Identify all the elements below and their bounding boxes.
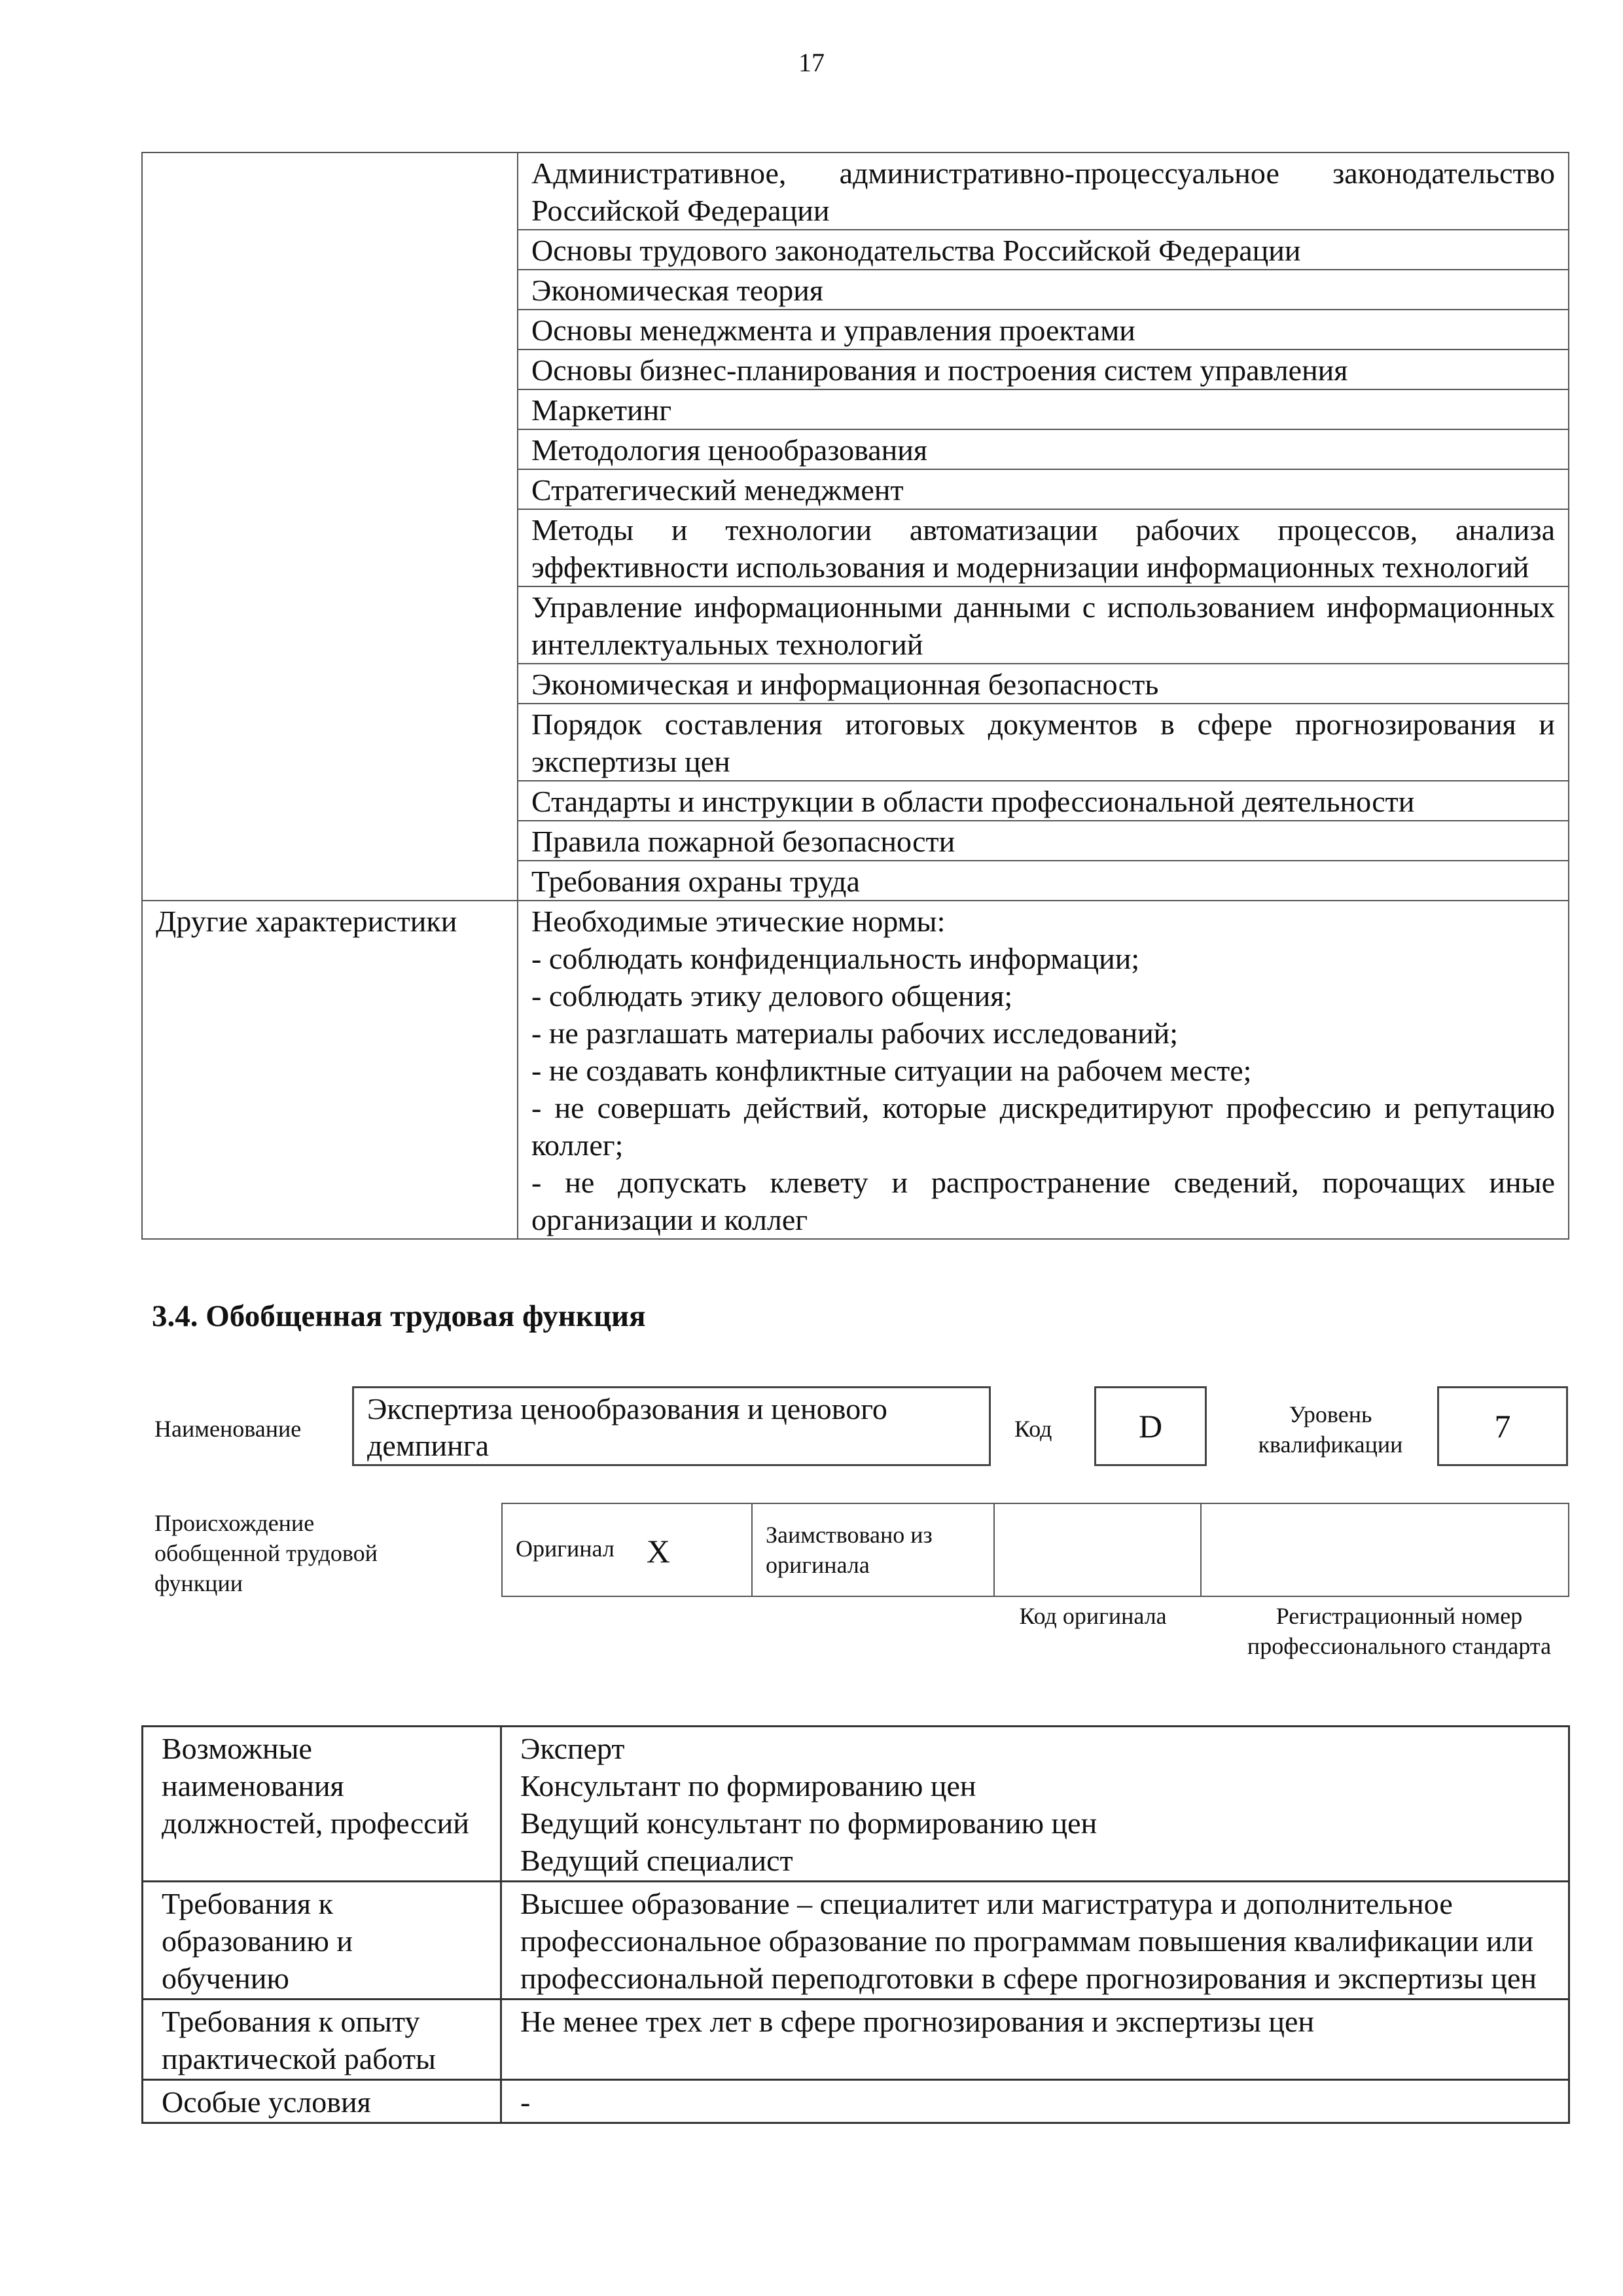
knowledge-item: Стратегический менеджмент — [518, 469, 1569, 509]
row-label: Требования к образованию и обучению — [143, 1882, 501, 2000]
knowledge-item: Маркетинг — [518, 389, 1569, 429]
position-name: Эксперт — [520, 1732, 625, 1765]
knowledge-item: Административное, административно-процессуальное законодательство Российской Федерации — [518, 152, 1569, 230]
table-row — [143, 2000, 1569, 2080]
knowledge-item: Методы и технологии автоматизации рабочих процессов, анализа эффективности использования и модернизации информационных технологий — [518, 509, 1569, 586]
row-value: Не менее трех лет в сфере прогнозирования и экспертизы цен — [501, 2000, 1569, 2080]
row-value: - — [501, 2080, 1569, 2123]
knowledge-table — [141, 152, 1569, 1240]
row-label: Возможные наименования должностей, профессий — [143, 1727, 501, 1882]
reg-number-cell — [1201, 1503, 1569, 1596]
knowledge-item: Основы менеджмента и управления проектами — [518, 310, 1569, 350]
original-code-caption: Код оригинала — [1019, 1603, 1167, 1629]
ethics-line: - не создавать конфликтные ситуации на рабочем месте; — [531, 1054, 1252, 1087]
original-code-cell — [994, 1503, 1201, 1596]
ethics-line: - соблюдать конфиденциальность информации; — [531, 942, 1140, 975]
row-value: Высшее образование – специалитет или магистратура и дополнительное профессиональное образование по программам повышения квалификации или профессиональной переподготовки в сфере прогнозирования и экспертизы цен — [501, 1882, 1569, 2000]
knowledge-item: Управление информационными данными с использованием информационных интеллектуальных технологий — [518, 586, 1569, 664]
other-characteristics-label: Другие характеристики — [142, 901, 518, 1239]
level-label: Уровень квалификации — [1258, 1401, 1403, 1458]
knowledge-item: Правила пожарной безопасности — [518, 821, 1569, 861]
row-value — [501, 1727, 1569, 1882]
borrowed-label: Заимствовано из оригинала — [752, 1503, 994, 1596]
table-row — [143, 2080, 1569, 2123]
requirements-table — [141, 1725, 1570, 2124]
name-value-box — [352, 1386, 991, 1466]
ethics-line: - соблюдать этику делового общения; — [531, 979, 1013, 1013]
position-name: Ведущий специалист — [520, 1844, 793, 1877]
knowledge-item: Порядок составления итоговых документов в сфере прогнозирования и экспертизы цен — [518, 704, 1569, 781]
code-label: Код — [1014, 1416, 1052, 1442]
code-value: D — [1094, 1386, 1207, 1466]
knowledge-item: Экономическая и информационная безопасность — [518, 664, 1569, 704]
table-row — [142, 152, 1569, 230]
knowledge-item: Требования охраны труда — [518, 861, 1569, 901]
section-heading: 3.4. Обобщенная трудовая функция — [152, 1299, 646, 1333]
origin-label: Происхождение обобщенной трудовой функции — [154, 1510, 378, 1596]
original-cell — [502, 1503, 752, 1596]
knowledge-item: Методология ценообразования — [518, 429, 1569, 469]
table-cell-empty — [142, 152, 518, 901]
name-value: Экспертиза ценообразования и ценового демпинга — [367, 1392, 887, 1462]
origin-table — [501, 1503, 1569, 1597]
row-label: Особые условия — [143, 2080, 501, 2123]
level-value: 7 — [1437, 1386, 1568, 1466]
ethics-line: - не допускать клевету и распространение сведений, порочащих иные организации и коллег — [531, 1166, 1555, 1236]
ethics-line: - не совершать действий, которые дискредитируют профессию и репутацию коллег; — [531, 1091, 1555, 1162]
knowledge-item: Экономическая теория — [518, 270, 1569, 310]
page-number: 17 — [798, 48, 825, 77]
table-row — [142, 901, 1569, 1239]
position-name: Ведущий консультант по формированию цен — [520, 1806, 1097, 1840]
reg-number-caption: Регистрационный номер профессионального стандарта — [1247, 1603, 1552, 1659]
original-label: Оригинал — [516, 1535, 615, 1562]
original-mark: X — [646, 1532, 670, 1570]
ethics-line: Необходимые этические нормы: — [531, 905, 946, 938]
knowledge-item: Стандарты и инструкции в области профессиональной деятельности — [518, 781, 1569, 821]
knowledge-item: Основы трудового законодательства Российской Федерации — [518, 230, 1569, 270]
knowledge-item: Основы бизнес-планирования и построения систем управления — [518, 350, 1569, 389]
ethics-line: - не разглашать материалы рабочих исследований; — [531, 1016, 1179, 1050]
table-row — [502, 1503, 1569, 1596]
name-label: Наименование — [154, 1416, 302, 1442]
position-name: Консультант по формированию цен — [520, 1769, 976, 1803]
table-row — [143, 1727, 1569, 1882]
other-characteristics-list — [518, 901, 1569, 1239]
table-row — [143, 1882, 1569, 2000]
row-label: Требования к опыту практической работы — [143, 2000, 501, 2080]
